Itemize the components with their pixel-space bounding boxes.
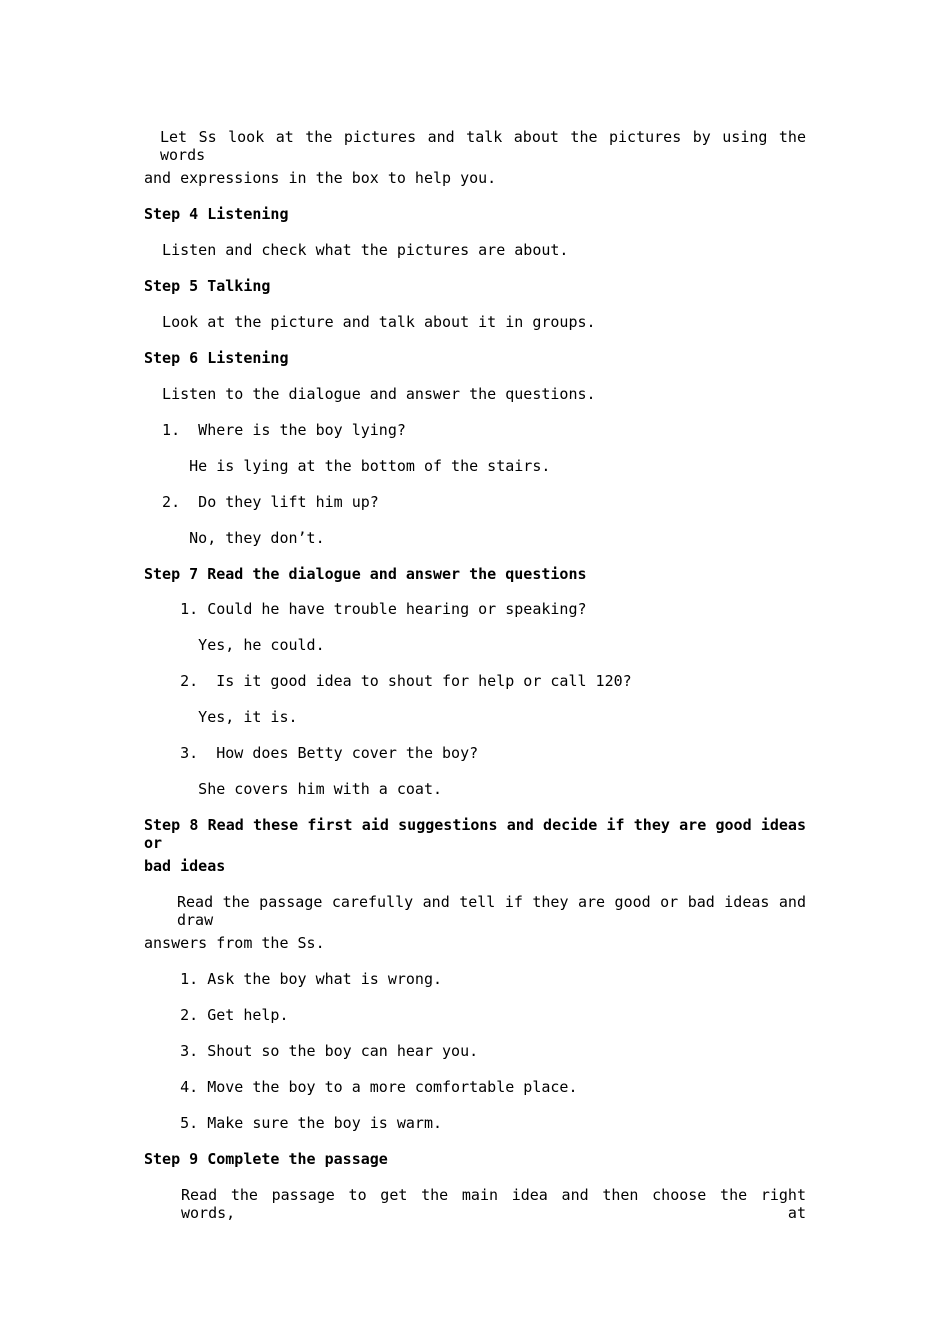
list-item: 1. Ask the boy what is wrong. [144, 970, 443, 988]
step-heading: Step 9 Complete the passage [144, 1150, 388, 1168]
list-item: 4. Move the boy to a more comfortable place. [144, 1078, 578, 1096]
answer-line: Yes, he could. [144, 636, 325, 654]
paragraph-line: Listen to the dialogue and answer the questions. [144, 385, 596, 403]
step-heading: Step 4 Listening [144, 205, 289, 223]
step-heading: Step 8 Read these first aid suggestions and decide if they are good ideas or [144, 816, 806, 852]
paragraph-line: Let Ss look at the pictures and talk about the pictures by using the words [160, 128, 806, 164]
question-item: 1. Could he have trouble hearing or speaking? [144, 600, 587, 618]
paragraph-line: Read the passage carefully and tell if they are good or bad ideas and draw [177, 893, 806, 929]
question-item: 3. How does Betty cover the boy? [144, 744, 479, 762]
list-item: 5. Make sure the boy is warm. [144, 1114, 443, 1132]
paragraph-line: Listen and check what the pictures are about. [144, 241, 569, 259]
answer-line: He is lying at the bottom of the stairs. [144, 457, 551, 475]
step-heading: Step 5 Talking [144, 277, 271, 295]
paragraph-line: and expressions in the box to help you. [144, 169, 497, 187]
paragraph-line: Read the passage to get the main idea and then choose the right words, at [181, 1186, 806, 1222]
paragraph-line: answers from the Ss. [144, 934, 325, 952]
paragraph-line: Look at the picture and talk about it in groups. [144, 313, 596, 331]
answer-line: No, they don’t. [144, 529, 325, 547]
step-heading-continued: bad ideas [144, 857, 226, 875]
question-item: 2. Is it good idea to shout for help or call 120? [144, 672, 632, 690]
list-item: 2. Get help. [144, 1006, 289, 1024]
step-heading: Step 7 Read the dialogue and answer the questions [144, 565, 587, 583]
question-item: 2. Do they lift him up? [144, 493, 379, 511]
answer-line: Yes, it is. [144, 708, 298, 726]
step-heading: Step 6 Listening [144, 349, 289, 367]
answer-line: She covers him with a coat. [144, 780, 443, 798]
list-item: 3. Shout so the boy can hear you. [144, 1042, 479, 1060]
question-item: 1. Where is the boy lying? [144, 421, 406, 439]
